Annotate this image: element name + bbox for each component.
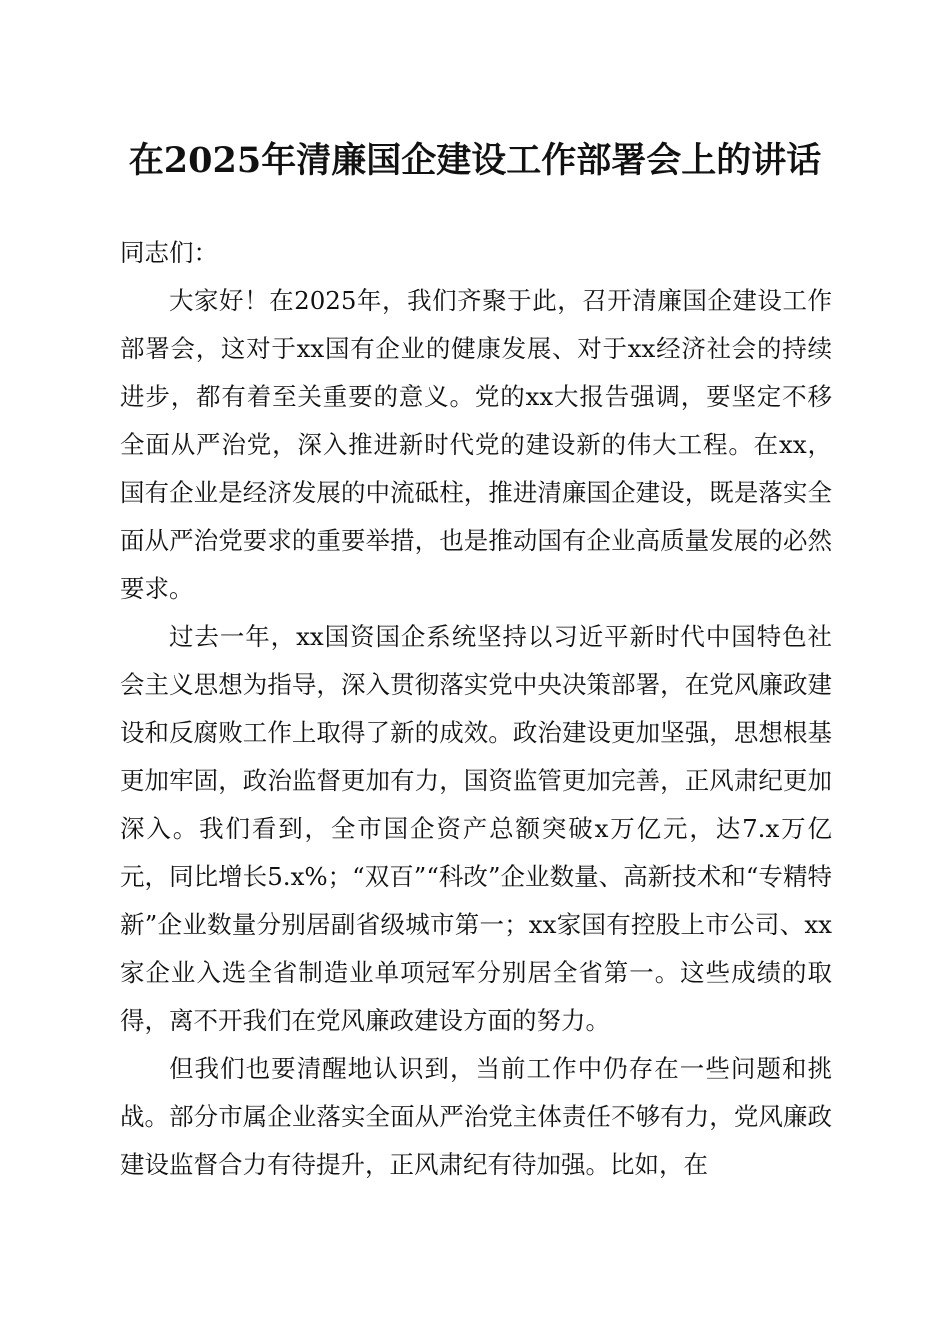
paragraph-achievements: 过去一年，xx国资国企系统坚持以习近平新时代中国特色社会主义思想为指导，深入贯彻落实党中央决策部署，在党风廉政建设和反腐败工作上取得了新的成效。政治建设更加坚强，思想根基更加牢固，政治监督更加有力，国资监管更加完善，正风肃纪更加深入。我们看到，全市国企资产总额突破x万亿元，达7.x万亿元，同比增长5.x%；“双百”“科改”企业数量、高新技术和“专精特新”企业数量分别居副省级城市第一；xx家国有控股上市公司、xx家企业入选全省制造业单项冠军分别居全省第一。这些成绩的取得，离不开我们在党风廉政建设方面的努力。 [120, 622, 832, 1035]
paragraph-challenges: 但我们也要清醒地认识到，当前工作中仍存在一些问题和挑战。部分市属企业落实全面从严治党主体责任不够有力，党风廉政建设监督合力有待提升，正风肃纪有待加强。比如，在 [120, 1054, 832, 1179]
paragraph-opening: 大家好！在2025年，我们齐聚于此，召开清廉国企建设工作部署会，这对于xx国有企业的健康发展、对于xx经济社会的持续进步，都有着至关重要的意义。党的xx大报告强调，要坚定不移全面从严治党，深入推进新时代党的建设新的伟大工程。在xx，国有企业是经济发展的中流砥柱，推进清廉国企建设，既是落实全面从严治党要求的重要举措，也是推动国有企业高质量发展的必然要求。 [120, 286, 832, 603]
document-body [120, 229, 832, 1189]
salutation: 同志们： [120, 238, 218, 267]
document-title: 在2025年清廉国企建设工作部署会上的讲话 [128, 140, 822, 181]
